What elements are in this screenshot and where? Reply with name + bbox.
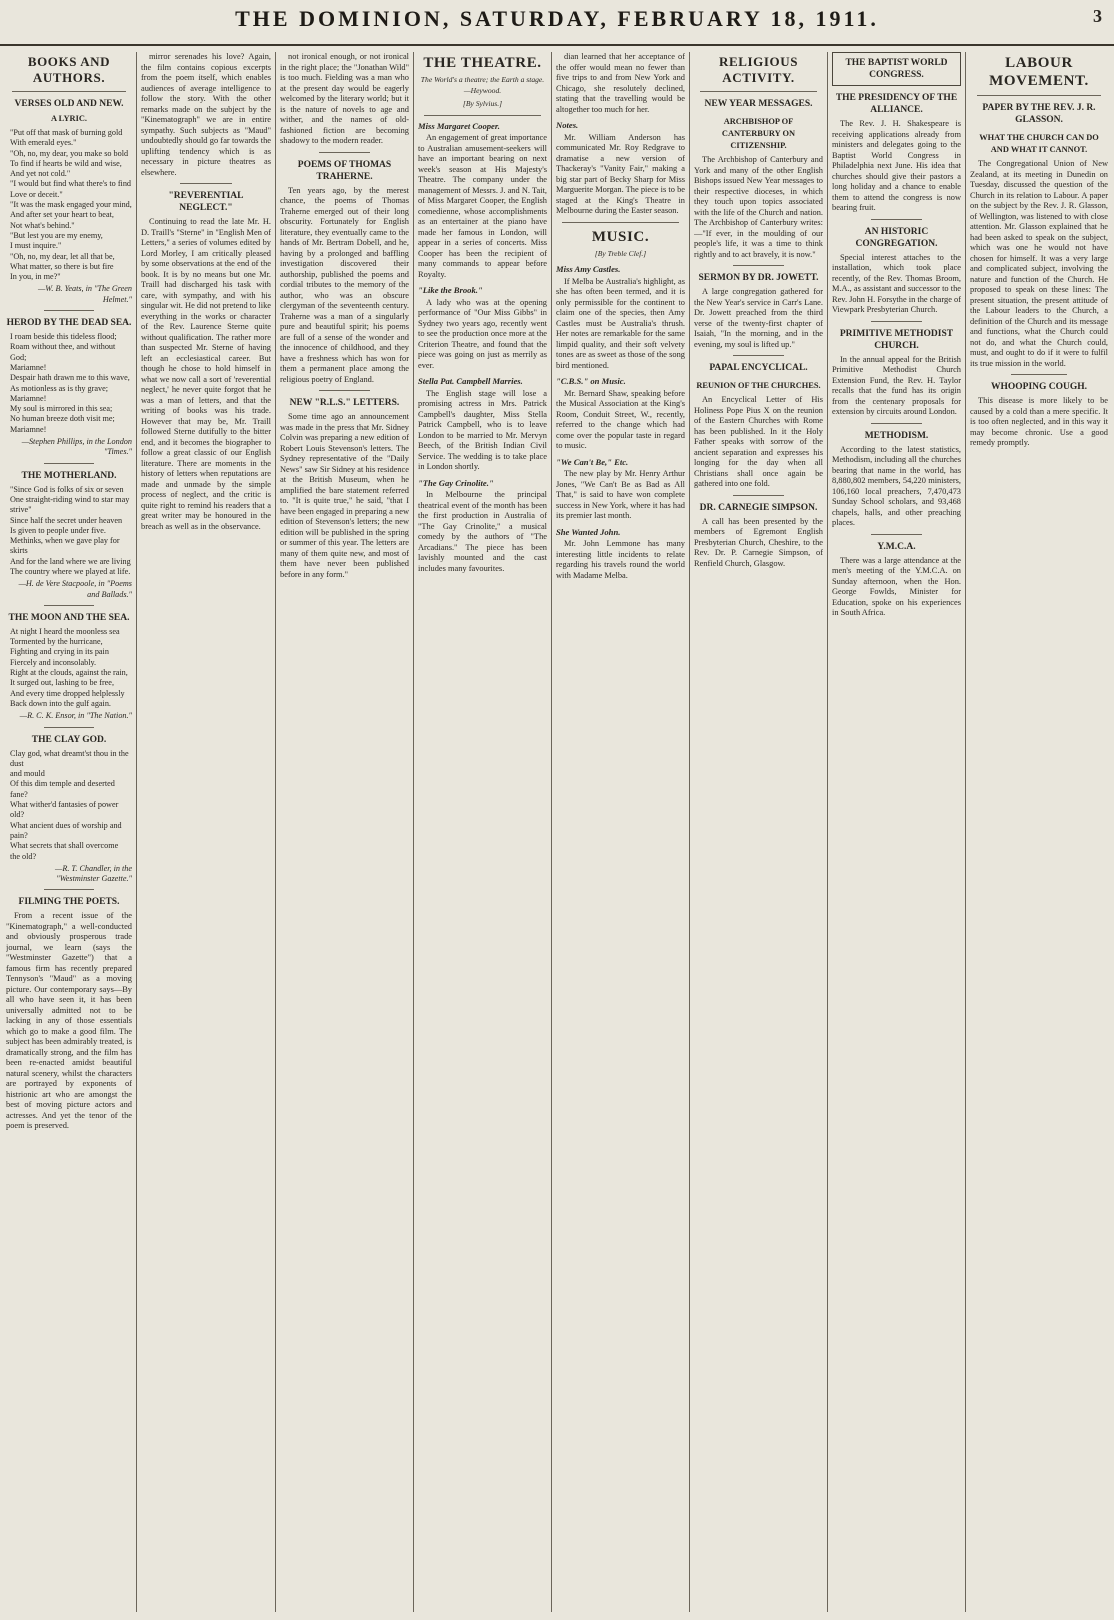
- column-baptist-congress: [832, 52, 961, 1612]
- article-text: Mr. Bernard Shaw, speaking before the Musical Association at the King's Room, Conduit Street, W., recently, referred to the change which had come over the popular taste in regard to music.: [556, 388, 685, 450]
- article-text: An engagement of great importance to Australian amusement-seekers will have an important bearing on next week's season at His Majesty's Theatre. The company under the management of Messrs. J. and N. Tait, of Miss Margaret Cooper, the English comedienne, whose accomplishments as an entertainer at the piano have made her famous in London, will appear in a series of concerts. Miss Cooper has been the recipient of many commands to appear before Royalty.: [418, 133, 547, 279]
- article-text: Ten years ago, by the merest chance, the poems of Thomas Traherne emerged out of their long obscurity. Fortunately for English literature, they eventually came to the hands of Mr. Bertram Dobell, and he, having by a prolonged and baffling investigation discovered their authorship, published the poems and cordial tributes to the memory of the author, who was an obscure clergyman of the seventeenth century. Traherne was a man of a singularly pure and beautiful spirit; his poems are full of a sense of the wonder and the innocence of childhood, and they have a freshness which has won for them a permanent place among the religious poetry of England.: [280, 185, 409, 384]
- poem-attribution: —R. T. Chandler, in the "Westminster Gazette.": [55, 863, 132, 884]
- divider: [562, 222, 678, 223]
- article-heading: AN HISTORIC CONGREGATION.: [855, 226, 938, 249]
- poem-line: What ancient dues of worship and pain?: [10, 820, 122, 840]
- poem-heading: A LYRIC.: [51, 114, 87, 123]
- poem-heading: THE MOON AND THE SEA.: [8, 612, 130, 623]
- article-text: The new play by Mr. Henry Arthur Jones, "We Can't Be as Bad as All That," is said to have won complete success in New York, where it has had its premier last month.: [556, 469, 685, 520]
- poem-line: No human breeze doth visit me;: [10, 414, 115, 424]
- column-labour-movement: [970, 52, 1108, 1612]
- article-text: Continuing to read the late Mr. H. D. Traill's "Sterne" in "English Men of Letters," a series of volumes edited by Lord Morley, I am critically pleased by some observations at the end of the book. It is by no means but one Mr. Traill had discharged his task with care, with sympathy, and with his singular wit. He did not pretend to like everything in the works or character of the Rev. Laurence Sterne quite without qualification. The rather more than suspected Mr. Sterne of having left an ecclesiastical career. But though he chose to hold himself in what we now call a sort of 'reverential neglect,' he never quite forgot that he was a man of letters, and that the writing of books was his trade. However that may be, Mr. Traill followed Sterne dutifully to the bitter end, and it becomes the biographer to follow a great classic of our English literature. There are moments in the history of letters when reputations are made and unmade by the simple process of neglect, and the critic is quite right to remind his readers that a great writer may be honoured in the breach as well as in the observance.: [141, 217, 271, 531]
- article-subheading: REUNION OF THE CHURCHES.: [696, 381, 821, 390]
- poem-line: In you, in me?": [10, 272, 61, 282]
- poem-line: and mould: [10, 769, 45, 779]
- poem-line: Fighting and crying in its pain: [10, 647, 109, 657]
- poem-attribution: —Stephen Phillips, in the London "Times.": [21, 437, 132, 457]
- column-rule: [965, 52, 966, 1612]
- poem-line: And after set your heart to beat,: [10, 210, 114, 220]
- divider: [44, 889, 94, 890]
- divider: [180, 183, 232, 184]
- page-number: 3: [1093, 6, 1102, 26]
- poem-line: "But lest you are my enemy,: [10, 230, 103, 240]
- article-heading: Y.M.C.A.: [877, 541, 916, 552]
- byline: [By Sylvius.]: [462, 99, 503, 108]
- article-heading: Stella Pat. Campbell Marries.: [418, 376, 523, 386]
- column-books-and-authors: [6, 52, 132, 1612]
- article-subheading: ARCHBISHOP OF CANTERBURY ON CITIZENSHIP.: [721, 117, 796, 150]
- article-text: The Congregational Union of New Zealand, at its meeting in Dunedin on Tuesday, discussed the question of the Church in its relation to Labour. A paper on the subject by the Rev. J. R. Glasson, of Wellington, was listened to with close attention. Mr. Glasson explained that he had been asked to speak on the subject, which was one he would not have chosen for himself. It was a very large and complicated subject, involving the nature and function of the Church. He proposed to speak on these lines: The present situation, the present attitude of the Labour leaders to the Church, a definition of the Church and its message and functions, what the Church could not do, and what the Church could, must, and ought to do if it were to fulfil its true mission in the world.: [970, 159, 1108, 368]
- poem: [6, 749, 132, 885]
- poem: [6, 627, 132, 722]
- article-heading: "Like the Brook.": [418, 285, 483, 295]
- article-text: The Archbishop of Canterbury and York and many of the other English Bishops issued New Year messages to their respective dioceses, in which they touch upon topics associated with the life of the Church and nation. The Archbishop of Canterbury writes:—"If ever, in the moulding of our people's life, it was a time to think rightly and to act bravely, it is now.": [694, 155, 823, 259]
- divider: [733, 265, 785, 266]
- article-text: A lady who was at the opening performance of "Our Miss Gibbs" in Sydney two years ago, recently went to see the production once more at the Criterion Theatre, and found that the piece was going on just as merrily as ever.: [418, 297, 547, 370]
- article-heading: VERSES OLD AND NEW.: [14, 99, 124, 109]
- article-text: The Rev. J. H. Shakespeare is receiving applications already from ministers and delegates going to the Baptist World Congress in Philadelphia next June. His idea that churches should give their pastors a long holiday and a chance to enable them to attend the congress is now bearing fruit.: [832, 119, 961, 212]
- column-theatre: [418, 52, 547, 1612]
- poem-line: "Oh, no, my dear, you make so bold: [10, 148, 129, 158]
- divider: [700, 91, 816, 92]
- section-title: RELIGIOUS ACTIVITY.: [718, 54, 799, 85]
- poem-line: "Oh, no, my dear, let all that be,: [10, 251, 115, 261]
- poem-line: the old?: [10, 851, 37, 861]
- article-heading: METHODISM.: [864, 430, 929, 441]
- divider: [1011, 374, 1066, 375]
- article-heading: She Wanted John.: [556, 526, 621, 537]
- poem-line: Mariamne!: [10, 424, 47, 434]
- column-rule: [551, 52, 552, 1612]
- article-text: not ironical enough, or not ironical in the right place; the "Jonathan Wild" is too much. Fielding was a man who at the present day would be eagerly welcomed by the literary world; but it is the nature of novels to age and wither, and the names of old-fashioned fiction are becoming shadowy to the modern reader.: [280, 52, 409, 145]
- divider: [44, 605, 94, 606]
- divider: [44, 727, 94, 728]
- poem-attribution: —H. de Vere Stacpoole, in "Poems and Ballads.": [18, 579, 132, 599]
- column-rule: [689, 52, 690, 1612]
- article-heading: FILMING THE POETS.: [18, 897, 120, 908]
- poem-line: And for the land where we are living: [10, 556, 131, 566]
- poem-attribution: —W. B. Yeats, in "The Green Helmet.": [38, 284, 132, 304]
- poem-line: I must inquire.": [10, 241, 62, 251]
- tagline: The World's a theatre; the Earth a stage.—Heywood.: [420, 75, 545, 95]
- section-title: THE THEATRE.: [423, 55, 542, 71]
- poem-line: With emerald eyes.": [10, 138, 77, 148]
- article-text: dian learned that her acceptance of the offer would mean no fewer than five trips to and from New York and Chicago, she resolutely declined, stating that the travelling would be altogether too much for her.: [556, 52, 685, 114]
- poem-line: Is given to people under five.: [10, 525, 106, 535]
- article-heading: PAPAL ENCYCLICAL.: [709, 363, 808, 373]
- poem-line: "Put off that mask of burning gold: [10, 128, 123, 137]
- poem-line: Not what's behind.": [10, 220, 75, 230]
- section-title: LABOUR MOVEMENT.: [989, 55, 1089, 89]
- article-heading: WHOOPING COUGH.: [990, 382, 1088, 392]
- poem-line: "I would but find what there's to find: [10, 179, 132, 189]
- divider: [12, 91, 125, 92]
- divider: [44, 463, 94, 464]
- poem-line: It surged out, lashing to be free,: [10, 678, 114, 688]
- divider: [871, 423, 923, 424]
- article-text: A call has been presented by the members of Egremont English Presbyterian Church, Cheshire, to the Rev. Dr. P. Carnegie Simpson, of Renfield Church, Glasgow.: [694, 516, 823, 568]
- poem-line: As motionless as is thy grave;: [10, 383, 109, 393]
- masthead: [0, 0, 1114, 46]
- divider: [871, 219, 923, 220]
- article-heading: "REVERENTIAL NEGLECT.": [168, 191, 244, 213]
- divider: [733, 355, 785, 356]
- article-heading: PRIMITIVE METHODIST CHURCH.: [839, 328, 954, 351]
- poem-line: "It was the mask engaged your mind,: [10, 200, 132, 210]
- poem: [6, 332, 132, 458]
- column-rule: [827, 52, 828, 1612]
- article-heading: NEW YEAR MESSAGES.: [704, 99, 813, 109]
- article-text: According to the latest statistics, Methodism, including all the churches bearing that name in the world, has 8,880,802 members, 54,220 ministers, 106,160 local preachers, 7,470,473 Sunday School scholars, and 93,468 chapels, halls, and other preaching places.: [832, 444, 961, 527]
- article-text: mirror serenades his love? Again, the film contains copious excerpts from the poem itself, which enables audiences of average intelligence to follow the story. With the other remarks made on the subject by the "Kinematograph" we are in entire sympathy. Such subjects as "Maud" undoubtedly should go far towards the uplifting tendency which is as necessary in picture theatres as elsewhere.: [141, 52, 271, 177]
- article-text: A large congregation gathered for the New Year's service in Carr's Lane. Dr. Jowett preached from the third verse of the twenty-first chapter of Isaiah, "In the morning, and in the evening, my soul is lifted up.": [694, 287, 823, 349]
- poem-line: Roam without thee, and without God;: [10, 342, 116, 362]
- divider: [424, 115, 540, 116]
- article-text: This disease is more likely to be caused by a cold than a mere specific. It is too often neglected, and in this way it may become chronic. Use a good remedy promptly.: [970, 396, 1108, 447]
- article-heading: POEMS OF THOMAS TRAHERNE.: [297, 159, 392, 182]
- poem-heading: THE MOTHERLAND.: [21, 470, 117, 481]
- article-text: Mr. William Anderson has communicated Mr. Roy Redgrave to dramatise a new version of Thackeray's "Vanity Fair," making a big star part of Becky Sharp for Miss Marguerite Morgan. The piece is to be staged at the King's Theatre in Melbourne during the Easter season.: [556, 132, 685, 215]
- article-heading: SERMON BY DR. JOWETT.: [698, 273, 819, 283]
- column-rule: [413, 52, 414, 1612]
- poem-line: "Since God is folks of six or seven: [10, 484, 124, 494]
- divider: [44, 310, 94, 311]
- poem-line: Back down into the gulf again.: [10, 698, 111, 708]
- poem-line: Since half the secret under heaven: [10, 515, 123, 525]
- poem-line: The country where we played at life.: [10, 566, 131, 576]
- column-religious-activity: [694, 52, 823, 1612]
- column-reverential-neglect: [141, 52, 271, 1612]
- poem-line: Of this dim temple and deserted fane?: [10, 779, 115, 799]
- poem-line: What wither'd fantasies of power old?: [10, 800, 119, 820]
- column-rule: [136, 52, 137, 1612]
- poem-attribution: —R. C. K. Ensor, in "The Nation.": [19, 711, 132, 721]
- article-text: In the annual appeal for the British Primitive Methodist Church Extension Fund, the Rev. H. Taylor recalls that the fund has its origin from the centenary proposals for extension by circuits around London.: [832, 354, 961, 416]
- poem-line: Love or deceit.": [10, 189, 63, 199]
- poem: [6, 128, 132, 305]
- article-text: Some time ago an announcement was made in the press that Mr. Sidney Colvin was preparing a new edition of Robert Louis Stevenson's letters. The Sydney representative of the "Daily News" saw Sir Sidney at his residence at the British Museum, when he amplified the bare statement referred to. "It is quite true," he said, "that I have been engaged in preparing a new edition of Stevenson's letters; the new edition will be published in the spring or summer of this year. The letters are many of them quite new, and most of them have never been published before in any form.": [280, 412, 409, 579]
- byline: [By Treble Clef.]: [594, 248, 647, 258]
- article-heading: "The Gay Crinolite.": [418, 477, 494, 488]
- divider: [733, 495, 785, 496]
- section-header-box: [832, 52, 961, 86]
- divider: [319, 390, 371, 391]
- article-heading: "We Can't Be," Etc.: [556, 456, 629, 467]
- poem-line: At night I heard the moonless sea: [10, 626, 120, 636]
- article-text: In Melbourne the principal theatrical event of the month has been the first production in Australia of "The Gay Crinolite," a musical comedy by the authors of "The Arcadians." The piece has been lavishly mounted and the cast includes many favourites.: [418, 490, 547, 573]
- article-heading: THE PRESIDENCY OF THE ALLIANCE.: [835, 93, 958, 115]
- poem-heading: HEROD BY THE DEAD SEA.: [6, 318, 132, 329]
- article-text: If Melba be Australia's highlight, as she has often been termed, and it is only permissible for the continent to claim one of the species, then Amy Castles must be Australia's thrush. Her notes are remarkable for the same limpid quality, and their soft velvety tones are as sweet as those of the song bird mentioned.: [556, 276, 685, 370]
- article-text: An Encyclical Letter of His Holiness Pope Pius X on the reunion of the Eastern Churches with Rome has been published. In it the Holy Father speaks with sorrow of the ancient separation and expresses his longing for the day when all Christians shall once again be gathered into one fold.: [694, 395, 823, 488]
- poem-line: What secrets that shall overcome: [10, 841, 119, 851]
- poem-line: My soul is mirrored in this sea;: [10, 404, 113, 414]
- article-heading: Miss Amy Castles.: [556, 264, 621, 274]
- article-heading: NEW "R.L.S." LETTERS.: [289, 398, 400, 408]
- poem-line: Tormented by the hurricane,: [10, 637, 103, 647]
- poem-line: What matter, so there is but fire: [10, 261, 114, 271]
- column-traherne: [280, 52, 409, 1612]
- article-heading: PAPER BY THE REV. J. R. GLASSON.: [982, 103, 1096, 125]
- poem-line: Right at the clouds, against the rain,: [10, 668, 128, 678]
- poem-line: One straight-riding wind to star may strive": [10, 494, 130, 515]
- poem-line: And yet not cold.": [10, 169, 71, 179]
- poem-line: Mariamne!: [10, 362, 47, 372]
- section-title: MUSIC.: [591, 228, 650, 245]
- poem-heading: THE CLAY GOD.: [31, 734, 107, 745]
- divider: [977, 95, 1101, 96]
- article-heading: DR. CARNEGIE SIMPSON.: [699, 502, 818, 513]
- article-text: Mr. John Lemmone has many interesting little incidents to relate regarding his travels round the world with Madame Melba.: [556, 539, 685, 580]
- article-heading: Miss Margaret Cooper.: [418, 120, 500, 131]
- poem: [6, 485, 132, 600]
- poem-line: To find if hearts be wild and wise,: [10, 158, 122, 168]
- divider: [319, 152, 371, 153]
- poem-line: I roam beside this tideless flood;: [10, 332, 117, 342]
- column-music: [556, 52, 685, 1612]
- divider: [871, 321, 923, 322]
- article-text: From a recent issue of the "Kinematograph," a well-conducted and obviously prosperous trade journal, we learn (says the "Westminster Gazette") that a famous firm has recently prepared Tennyson's "Maud" as a moving picture. Our contemporary says—By all who have seen it, it has been universally admitted not to be lacking in any of those essentials which go to make a good film. The subject has been admirably treated, is dramatically strong, and the film has been re-enacted amidst beautiful natural scenery, whilst the characters are portrayed by exponents of histrionic art who are amongst the best of moving picture actors and actresses. And yet the tenor of the poem is preserved.: [6, 911, 132, 1131]
- article-heading: Notes.: [556, 120, 579, 130]
- divider: [871, 534, 923, 535]
- poem-line: Methinks, when we gave play for skirts: [10, 536, 120, 556]
- poem-line: Fiercely and inconsolably.: [10, 657, 97, 667]
- article-text: There was a large attendance at the men's meeting of the Y.M.C.A. on Sunday afternoon, when the Hon. George Fowlds, Minister for Education, spoke on his experiences in South Africa.: [832, 555, 961, 617]
- column-rule: [275, 52, 276, 1612]
- poem-line: Mariamne!: [10, 393, 47, 403]
- poem-line: Despair hath drawn me to this wave,: [10, 373, 130, 383]
- article-heading: "C.B.S." on Music.: [556, 376, 626, 386]
- poem-line: Clay god, what dreamt'st thou in the dust: [10, 748, 129, 768]
- article-subheading: WHAT THE CHURCH CAN DO AND WHAT IT CANNOT.: [979, 133, 1099, 154]
- poem-line: And every time dropped helplessly: [10, 688, 125, 698]
- article-text: The English stage will lose a promising actress in Mrs. Patrick Campbell's daughter, Miss Stella Patrick Campbell, who is to leave London to be married to Mr. Mervyn Beech, of the British Indian Civil Service. The wedding is to take place in London shortly.: [418, 388, 547, 471]
- section-title: THE BAPTIST WORLD CONGRESS.: [845, 58, 948, 80]
- article-text: Special interest attaches to the installation, which took place recently, of the Rev. Thomas Broom, M.A., as assistant and successor to the Rev. John H. Forsythe in the charge of Viewpark Presbyterian Church.: [832, 252, 961, 314]
- section-title: BOOKS AND AUTHORS.: [27, 54, 111, 85]
- newspaper-title: THE DOMINION, SATURDAY, FEBRUARY 18, 1911.: [235, 6, 879, 31]
